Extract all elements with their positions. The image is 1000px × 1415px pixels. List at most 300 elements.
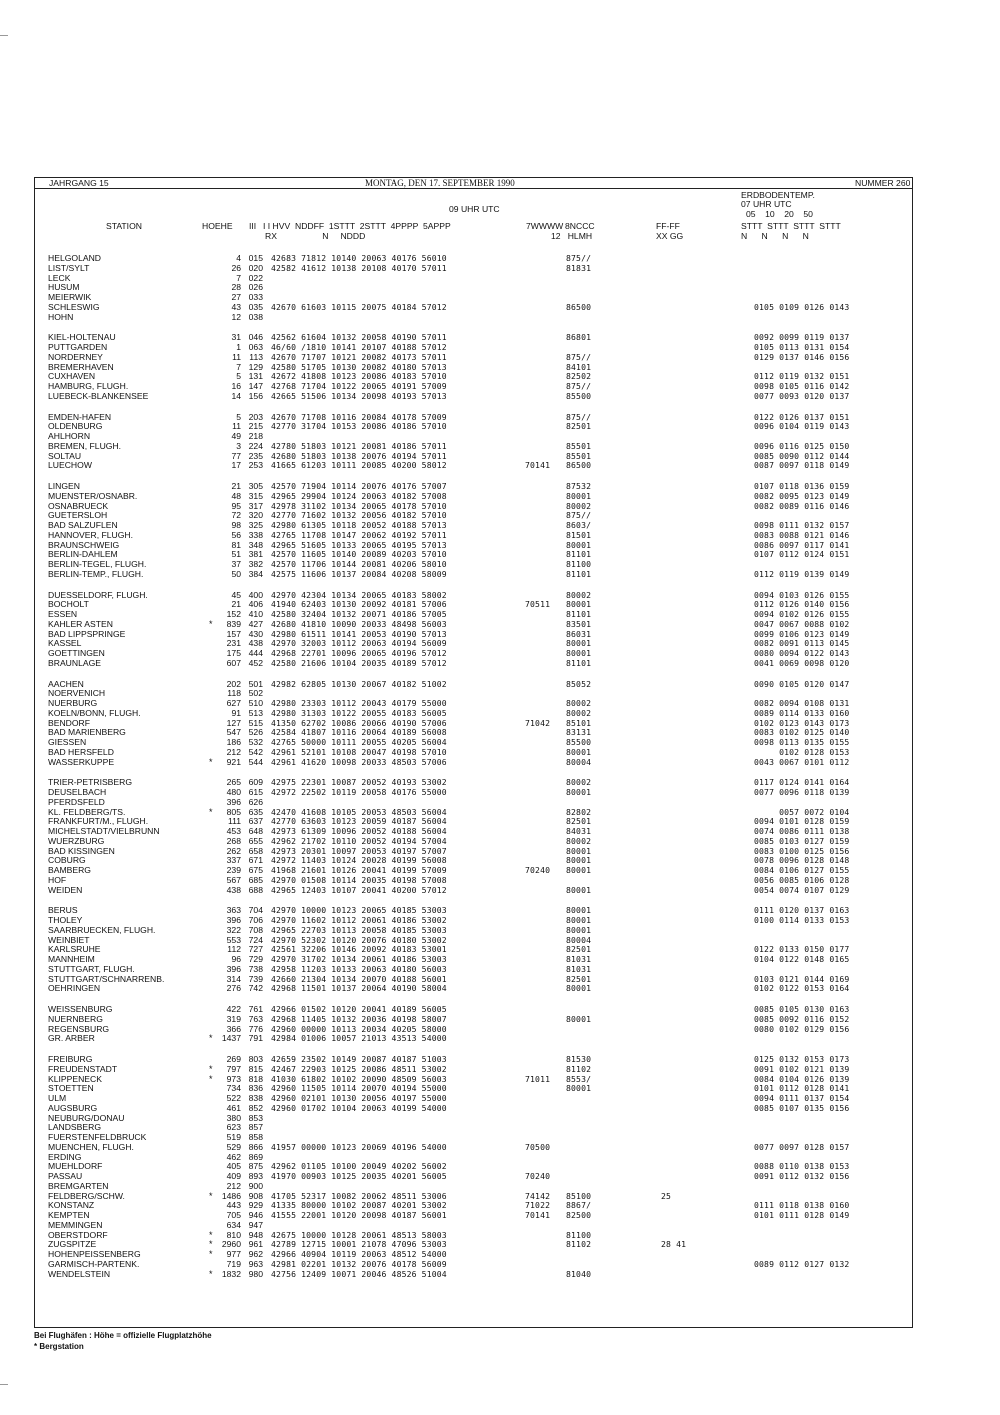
cloud-group: 84031 xyxy=(566,826,592,836)
station-index: 218 xyxy=(248,431,263,441)
synop-groups: 42980 23303 10112 20043 40179 55000 xyxy=(271,698,447,708)
obs-time: 09 UHR UTC xyxy=(449,204,500,214)
cloud-group: 82501 xyxy=(566,944,592,955)
soil-temps: 0082 0094 0108 0131 xyxy=(754,698,850,708)
table-row xyxy=(35,1103,914,1113)
table-row xyxy=(35,658,914,668)
cloud-group: 80001 xyxy=(566,787,592,797)
station-height: 529 xyxy=(226,1141,241,1152)
station-name: FUERSTENFELDBRUCK xyxy=(48,1132,147,1142)
station-index: 675 xyxy=(248,865,263,875)
station-height: 547 xyxy=(226,727,241,738)
station-index: 224 xyxy=(248,440,263,451)
station-height: 567 xyxy=(226,874,241,885)
station-height: 380 xyxy=(226,1112,241,1123)
station-height: 50 xyxy=(231,568,241,579)
soil-temps: 0102 0123 0143 0173 xyxy=(754,717,850,728)
col-group4-sub: XX GG xyxy=(656,231,684,241)
cloud-group: 80001 xyxy=(566,1013,592,1024)
cloud-group: 80002 xyxy=(566,589,592,600)
station-index: 215 xyxy=(248,421,263,432)
station-height: 627 xyxy=(226,698,241,708)
station-height: 37 xyxy=(231,559,241,569)
soil-temps: 0122 0133 0150 0177 xyxy=(754,944,850,955)
synop-groups: 42960 02101 10130 20056 40197 55000 xyxy=(271,1093,447,1103)
soil-temps: 0096 0104 0119 0143 xyxy=(754,421,850,432)
station-index: 908 xyxy=(248,1190,263,1201)
station-index: 131 xyxy=(248,371,263,382)
soil-temps: 0101 0111 0128 0149 xyxy=(754,1210,850,1220)
station-index: 739 xyxy=(248,973,263,984)
synop-groups: 42984 01006 10057 21013 43513 54000 xyxy=(271,1033,447,1044)
station-name: LANDSBERG xyxy=(48,1122,102,1133)
synop-groups: 42570 11706 10144 20081 40206 58010 xyxy=(271,559,447,569)
synop-groups: 42973 61309 10096 20052 40188 56004 xyxy=(271,826,447,836)
station-height: 112 xyxy=(227,944,241,955)
station-index: 113 xyxy=(249,351,263,362)
soil-temps: 0105 0109 0126 0143 xyxy=(754,301,850,312)
cloud-group: 85500 xyxy=(566,390,592,401)
station-height: 405 xyxy=(226,1161,241,1172)
table-row xyxy=(35,1181,914,1191)
station-height: 175 xyxy=(226,648,241,658)
station-name: OBERSTDORF xyxy=(48,1229,108,1240)
table-row xyxy=(35,698,914,708)
table-row xyxy=(35,1200,914,1210)
soil-temps: 0111 0120 0137 0163 xyxy=(754,905,850,916)
station-height: 1437 xyxy=(221,1033,241,1044)
cloud-group: 80001 xyxy=(566,539,592,550)
station-index: 046 xyxy=(248,332,263,343)
soil-temps: 0112 0119 0132 0151 xyxy=(754,371,850,382)
station-height: 363 xyxy=(226,905,241,916)
station-height: 921 xyxy=(226,756,241,767)
station-name: BERUS xyxy=(48,905,78,916)
table-row xyxy=(35,797,914,807)
col-hoehe: HOEHE xyxy=(202,221,233,231)
station-name: STOETTEN xyxy=(48,1083,94,1094)
station-height: 1486 xyxy=(221,1190,241,1201)
soil-temps: 0111 0118 0138 0160 xyxy=(754,1200,850,1211)
station-height: 231 xyxy=(226,638,241,649)
synop-groups: 42960 01702 10104 20063 40199 54000 xyxy=(271,1102,447,1113)
table-row xyxy=(35,1142,914,1152)
synop-groups: 42970 11602 10112 20061 40186 53002 xyxy=(271,915,447,925)
station-index: 129 xyxy=(248,361,263,372)
synop-groups: 42470 41608 10105 20053 48503 56004 xyxy=(271,806,447,817)
soil-temps: 0094 0102 0126 0155 xyxy=(754,609,850,619)
table-row xyxy=(35,727,914,737)
station-index: 818 xyxy=(248,1073,263,1084)
col-group4: FF-FF xyxy=(656,221,680,231)
station-index: 515 xyxy=(248,717,263,728)
station-height: 212 xyxy=(226,746,241,757)
soil-temps: 0077 0096 0118 0139 xyxy=(754,787,850,797)
station-index: 961 xyxy=(248,1239,263,1250)
station-height: 12 xyxy=(231,311,241,322)
station-index: 671 xyxy=(248,855,263,866)
station-index: 609 xyxy=(248,777,263,788)
weather-group: 71022 xyxy=(525,1200,551,1211)
cloud-group: 80001 xyxy=(566,845,592,856)
cloud-group: 81100 xyxy=(566,559,592,569)
table-row xyxy=(35,638,914,648)
station-name: SCHLESWIG xyxy=(48,301,100,312)
station-height: 2960 xyxy=(221,1239,241,1250)
synop-groups: 42768 71704 10122 20065 40191 57009 xyxy=(271,381,447,391)
synop-groups: 46/60 /1810 10141 20107 40188 57012 xyxy=(271,342,447,352)
station-index: 869 xyxy=(248,1151,263,1162)
synop-groups: 42970 31702 10134 20061 40186 53003 xyxy=(271,954,447,964)
table-row xyxy=(35,1249,914,1259)
soil-temps: 0099 0106 0123 0149 xyxy=(754,628,850,639)
station-height: 553 xyxy=(226,934,241,945)
station-name: LIST/SYLT xyxy=(48,262,90,273)
station-index: 635 xyxy=(248,806,263,817)
synop-groups: 42962 21702 10110 20052 40194 57004 xyxy=(271,835,447,846)
station-index: 502 xyxy=(248,688,263,699)
table-row xyxy=(35,460,914,470)
soil-temps: 0094 0111 0137 0154 xyxy=(754,1093,850,1103)
station-index: 438 xyxy=(248,638,263,649)
weather-group: 70240 xyxy=(525,865,551,875)
soil-temps: 0080 0102 0129 0156 xyxy=(754,1023,850,1034)
table-row xyxy=(35,777,914,787)
synop-groups: 42675 10000 10128 20061 48513 58003 xyxy=(271,1229,447,1240)
soil-depths: 05 10 20 50 xyxy=(746,209,813,219)
soil-temps: 0082 0091 0113 0145 xyxy=(754,638,850,649)
mountain-marker: * xyxy=(209,618,213,629)
station-height: 422 xyxy=(226,1004,241,1014)
cloud-group: 85501 xyxy=(566,450,592,461)
station-height: 157 xyxy=(226,628,241,639)
station-name: BAD SALZUFLEN xyxy=(48,520,118,530)
table-row xyxy=(35,629,914,639)
station-name: WUERZBURG xyxy=(48,835,105,846)
cloud-group: 82501 xyxy=(566,816,592,827)
soil-temps: 0107 0112 0124 0151 xyxy=(754,549,850,560)
table-row xyxy=(35,302,914,312)
station-index: 384 xyxy=(248,568,263,579)
station-name: THOLEY xyxy=(48,915,83,925)
station-name: BREMEN, FLUGH. xyxy=(48,440,122,451)
station-name: KOELN/BONN, FLUGH. xyxy=(48,707,141,718)
station-height: 98 xyxy=(231,520,241,530)
station-name: MEMMINGEN xyxy=(48,1219,103,1230)
station-index: 704 xyxy=(248,905,263,916)
table-row xyxy=(35,737,914,747)
soil-temps: 0089 0112 0127 0132 xyxy=(754,1258,850,1269)
station-index: 513 xyxy=(248,707,263,718)
synop-groups: 42962 01105 10100 20049 40202 56002 xyxy=(271,1161,447,1172)
cloud-group: 80002 xyxy=(566,500,592,511)
table-row xyxy=(35,826,914,836)
soil-temps: 0085 0090 0112 0144 xyxy=(754,450,850,461)
table-row xyxy=(35,391,914,401)
soil-temps: 0089 0114 0133 0160 xyxy=(754,707,850,718)
station-height: 5 xyxy=(236,411,241,422)
station-height: 314 xyxy=(226,973,241,984)
station-name: KLIPPENECK xyxy=(48,1073,102,1084)
footnote-mountain: * Bergstation xyxy=(34,1342,84,1351)
cloud-group: 85100 xyxy=(566,1190,592,1201)
synop-groups: 42968 22701 10096 20065 40196 57012 xyxy=(271,648,447,658)
synop-groups: 42575 11606 10137 20084 40208 58009 xyxy=(271,568,447,579)
station-name: WASSERKUPPE xyxy=(48,756,115,767)
station-name: EMDEN-HAFEN xyxy=(48,411,112,422)
station-name: KAHLER ASTEN xyxy=(48,618,113,629)
station-index: 866 xyxy=(248,1141,263,1152)
station-name: TRIER-PETRISBERG xyxy=(48,777,133,788)
station-name: ZUGSPITZE xyxy=(48,1239,97,1250)
station-name: FREUDENSTADT xyxy=(48,1063,118,1074)
table-row xyxy=(35,708,914,718)
cloud-group: 80002 xyxy=(566,835,592,846)
station-index: 852 xyxy=(248,1102,263,1113)
cloud-group: 81101 xyxy=(566,657,592,668)
cloud-group: 86500 xyxy=(566,460,592,471)
synop-groups: 42670 61603 10115 20075 40184 57012 xyxy=(271,301,447,312)
jahrgang-label: JAHRGANG 15 xyxy=(49,178,109,188)
station-index: 203 xyxy=(248,411,263,422)
table-row xyxy=(35,263,914,273)
station-name: STUTTGART/SCHNARRENB. xyxy=(48,973,165,984)
station-height: 805 xyxy=(226,806,241,817)
header-rule xyxy=(35,188,912,189)
station-height: 623 xyxy=(226,1122,241,1133)
station-name: OEHRINGEN xyxy=(48,983,101,994)
station-height: 269 xyxy=(226,1054,241,1064)
table-row xyxy=(35,1152,914,1162)
station-index: 655 xyxy=(248,835,263,846)
soil-temps: 0083 0088 0121 0146 xyxy=(754,529,850,540)
cloud-group: 80002 xyxy=(566,707,592,718)
station-index: 381 xyxy=(248,549,263,560)
station-name: ERDING xyxy=(48,1151,82,1162)
station-name: MICHELSTADT/VIELBRUNN xyxy=(48,826,160,836)
station-name: LECK xyxy=(48,272,71,283)
synop-groups: 42660 21304 10134 20070 40188 56001 xyxy=(271,973,447,984)
soil-temps: 0098 0111 0132 0157 xyxy=(754,520,850,530)
station-name: HOF xyxy=(48,874,67,885)
table-row xyxy=(35,855,914,865)
synop-groups: 41970 00903 10125 20035 40201 56005 xyxy=(271,1171,447,1181)
station-height: 31 xyxy=(231,332,241,343)
station-name: PFERDSFELD xyxy=(48,796,105,807)
cloud-group: 85501 xyxy=(566,440,592,451)
station-name: BOCHOLT xyxy=(48,599,89,610)
station-height: 366 xyxy=(226,1023,241,1034)
synop-groups: 42968 11405 10132 20036 40198 58007 xyxy=(271,1013,447,1024)
station-index: 253 xyxy=(248,460,263,471)
weather-group: 70141 xyxy=(525,1210,551,1220)
station-height: 705 xyxy=(226,1210,241,1220)
station-name: LUEBECK-BLANKENSEE xyxy=(48,390,149,401)
station-name: KASSEL xyxy=(48,638,82,649)
synop-groups: 42561 32206 10146 20092 40183 53001 xyxy=(271,944,447,955)
table-row xyxy=(35,312,914,322)
station-name: HOHN xyxy=(48,311,74,322)
table-row xyxy=(35,1239,914,1249)
cloud-group: 80004 xyxy=(566,934,592,945)
table-row xyxy=(35,983,914,993)
station-height: 51 xyxy=(231,549,241,560)
table-row xyxy=(35,747,914,757)
cloud-group: 87532 xyxy=(566,481,592,491)
station-name: MUEHLDORF xyxy=(48,1161,103,1172)
mountain-marker: * xyxy=(209,1033,213,1044)
station-index: 338 xyxy=(248,529,263,540)
station-index: 948 xyxy=(248,1229,263,1240)
synop-groups: 42981 02201 10132 20076 40178 56009 xyxy=(271,1258,447,1269)
cloud-group: 86801 xyxy=(566,332,592,343)
soil-temps: 0087 0097 0118 0149 xyxy=(754,460,850,471)
col-station: STATION xyxy=(106,221,142,231)
station-height: 152 xyxy=(226,609,241,619)
station-name: MANNHEIM xyxy=(48,954,95,964)
station-height: 17 xyxy=(231,460,241,471)
station-index: 980 xyxy=(248,1268,263,1279)
table-row xyxy=(35,885,914,895)
cloud-group: 81031 xyxy=(566,954,592,964)
station-index: 410 xyxy=(248,609,263,619)
station-height: 480 xyxy=(226,787,241,797)
soil-temps: 0091 0112 0132 0156 xyxy=(754,1171,850,1181)
cloud-group: 80001 xyxy=(566,648,592,658)
synop-groups: 42780 51803 10121 20081 40186 57011 xyxy=(271,440,447,451)
gust-group: 28 41 xyxy=(661,1239,687,1250)
table-row xyxy=(35,1171,914,1181)
cloud-group: 83131 xyxy=(566,727,592,738)
footnote-airports: Bei Flughäfen : Höhe = offizielle Flugplatzhöhe xyxy=(34,1331,212,1340)
table-row xyxy=(35,559,914,569)
soil-temps: 0112 0126 0140 0156 xyxy=(754,599,850,610)
table-row xyxy=(35,1074,914,1084)
cloud-group: 81102 xyxy=(566,1239,592,1250)
table-row xyxy=(35,679,914,689)
station-index: 406 xyxy=(248,599,263,610)
table-row xyxy=(35,352,914,362)
synop-groups: 42570 11605 10140 20089 40203 57010 xyxy=(271,549,447,560)
table-row xyxy=(35,1269,914,1279)
cloud-group: 82500 xyxy=(566,1210,592,1220)
mountain-marker: * xyxy=(209,756,213,767)
soil-temps: 0043 0067 0101 0112 xyxy=(754,756,850,767)
table-row xyxy=(35,974,914,984)
station-name: HOHENPEISSENBERG xyxy=(48,1249,141,1259)
station-height: 26 xyxy=(231,262,241,273)
station-name: BRAUNSCHWEIG xyxy=(48,539,120,550)
station-index: 836 xyxy=(248,1083,263,1094)
table-row xyxy=(35,342,914,352)
station-index: 853 xyxy=(248,1112,263,1123)
station-name: LINGEN xyxy=(48,481,80,491)
station-height: 810 xyxy=(226,1229,241,1240)
station-height: 268 xyxy=(226,835,241,846)
station-name: WENDELSTEIN xyxy=(48,1268,111,1279)
synop-groups: 41030 61802 10102 20090 48509 56003 xyxy=(271,1073,447,1084)
station-index: 685 xyxy=(248,874,263,885)
station-name: MUENSTER/OSNABR. xyxy=(48,490,138,501)
cloud-group: 80001 xyxy=(566,746,592,757)
station-height: 48 xyxy=(231,490,241,501)
synop-groups: 42970 10000 10123 20065 40185 53003 xyxy=(271,905,447,916)
mountain-marker: * xyxy=(209,1073,213,1084)
soil-temps: 0088 0110 0138 0153 xyxy=(754,1161,850,1172)
cloud-group: 81100 xyxy=(566,1229,592,1240)
station-index: 947 xyxy=(248,1219,263,1230)
synop-groups: 42467 22903 10125 20086 48511 53002 xyxy=(271,1063,447,1074)
mountain-marker: * xyxy=(209,1249,213,1259)
synop-groups: 42965 29904 10124 20063 40182 57008 xyxy=(271,490,447,501)
station-index: 946 xyxy=(248,1210,263,1220)
station-index: 893 xyxy=(248,1171,263,1181)
table-row xyxy=(35,540,914,550)
station-name: KARLSRUHE xyxy=(48,944,101,955)
table-row xyxy=(35,1014,914,1024)
soil-temps: 0077 0097 0128 0157 xyxy=(754,1141,850,1152)
cloud-group: 81501 xyxy=(566,529,592,540)
table-row xyxy=(35,1054,914,1064)
table-row xyxy=(35,1220,914,1230)
station-index: 544 xyxy=(248,756,263,767)
station-index: 815 xyxy=(248,1063,263,1074)
station-name: SAARBRUECKEN, FLUGH. xyxy=(48,924,156,935)
table-row xyxy=(35,1083,914,1093)
station-name: AHLHORN xyxy=(48,431,91,441)
synop-groups: 42756 12409 10071 20046 48526 51004 xyxy=(271,1268,447,1279)
soil-temps: 0077 0093 0120 0137 xyxy=(754,390,850,401)
col-group5: STTT STTT STTT STTT xyxy=(741,221,841,231)
table-row xyxy=(35,1230,914,1240)
synop-groups: 42978 31102 10134 20065 40178 57010 xyxy=(271,500,447,511)
table-row xyxy=(35,757,914,767)
station-name: DEUSELBACH xyxy=(48,787,107,797)
soil-temps: 0084 0104 0126 0139 xyxy=(754,1073,850,1084)
synop-groups: 42672 41808 10123 20086 40183 57010 xyxy=(271,371,447,382)
station-index: 026 xyxy=(248,282,263,293)
weather-group: 74142 xyxy=(525,1190,551,1201)
synop-groups: 42961 41620 10098 20033 48503 57006 xyxy=(271,756,447,767)
station-height: 127 xyxy=(226,717,241,728)
mountain-marker: * xyxy=(209,1268,213,1279)
station-height: 21 xyxy=(231,481,241,491)
station-name: HUSUM xyxy=(48,282,80,293)
station-height: 607 xyxy=(226,657,241,668)
synop-groups: 42980 31303 10122 20055 40183 56005 xyxy=(271,707,447,718)
synop-groups: 42972 22502 10119 20058 40176 55000 xyxy=(271,787,447,797)
cloud-group: 875// xyxy=(566,510,592,521)
cloud-group: 81530 xyxy=(566,1054,592,1064)
station-height: 72 xyxy=(231,510,241,521)
table-row xyxy=(35,590,914,600)
cloud-group: 80001 xyxy=(566,638,592,649)
soil-temps: 0084 0106 0127 0155 xyxy=(754,865,850,875)
station-name: NOERVENICH xyxy=(48,688,106,699)
synop-groups: 42982 62805 10130 20067 40182 51002 xyxy=(271,678,447,689)
station-height: 43 xyxy=(231,301,241,312)
synop-groups: 41957 00000 10123 20069 40196 54000 xyxy=(271,1141,447,1152)
cloud-group: 875// xyxy=(566,381,592,391)
cloud-group: 80001 xyxy=(566,855,592,866)
cloud-group: 86031 xyxy=(566,628,592,639)
station-name: GR. ARBER xyxy=(48,1033,95,1044)
station-index: 020 xyxy=(248,262,263,273)
col-group5-sub: N N N N xyxy=(741,231,809,241)
table-row xyxy=(35,954,914,964)
table-row xyxy=(35,944,914,954)
station-index: 706 xyxy=(248,915,263,925)
